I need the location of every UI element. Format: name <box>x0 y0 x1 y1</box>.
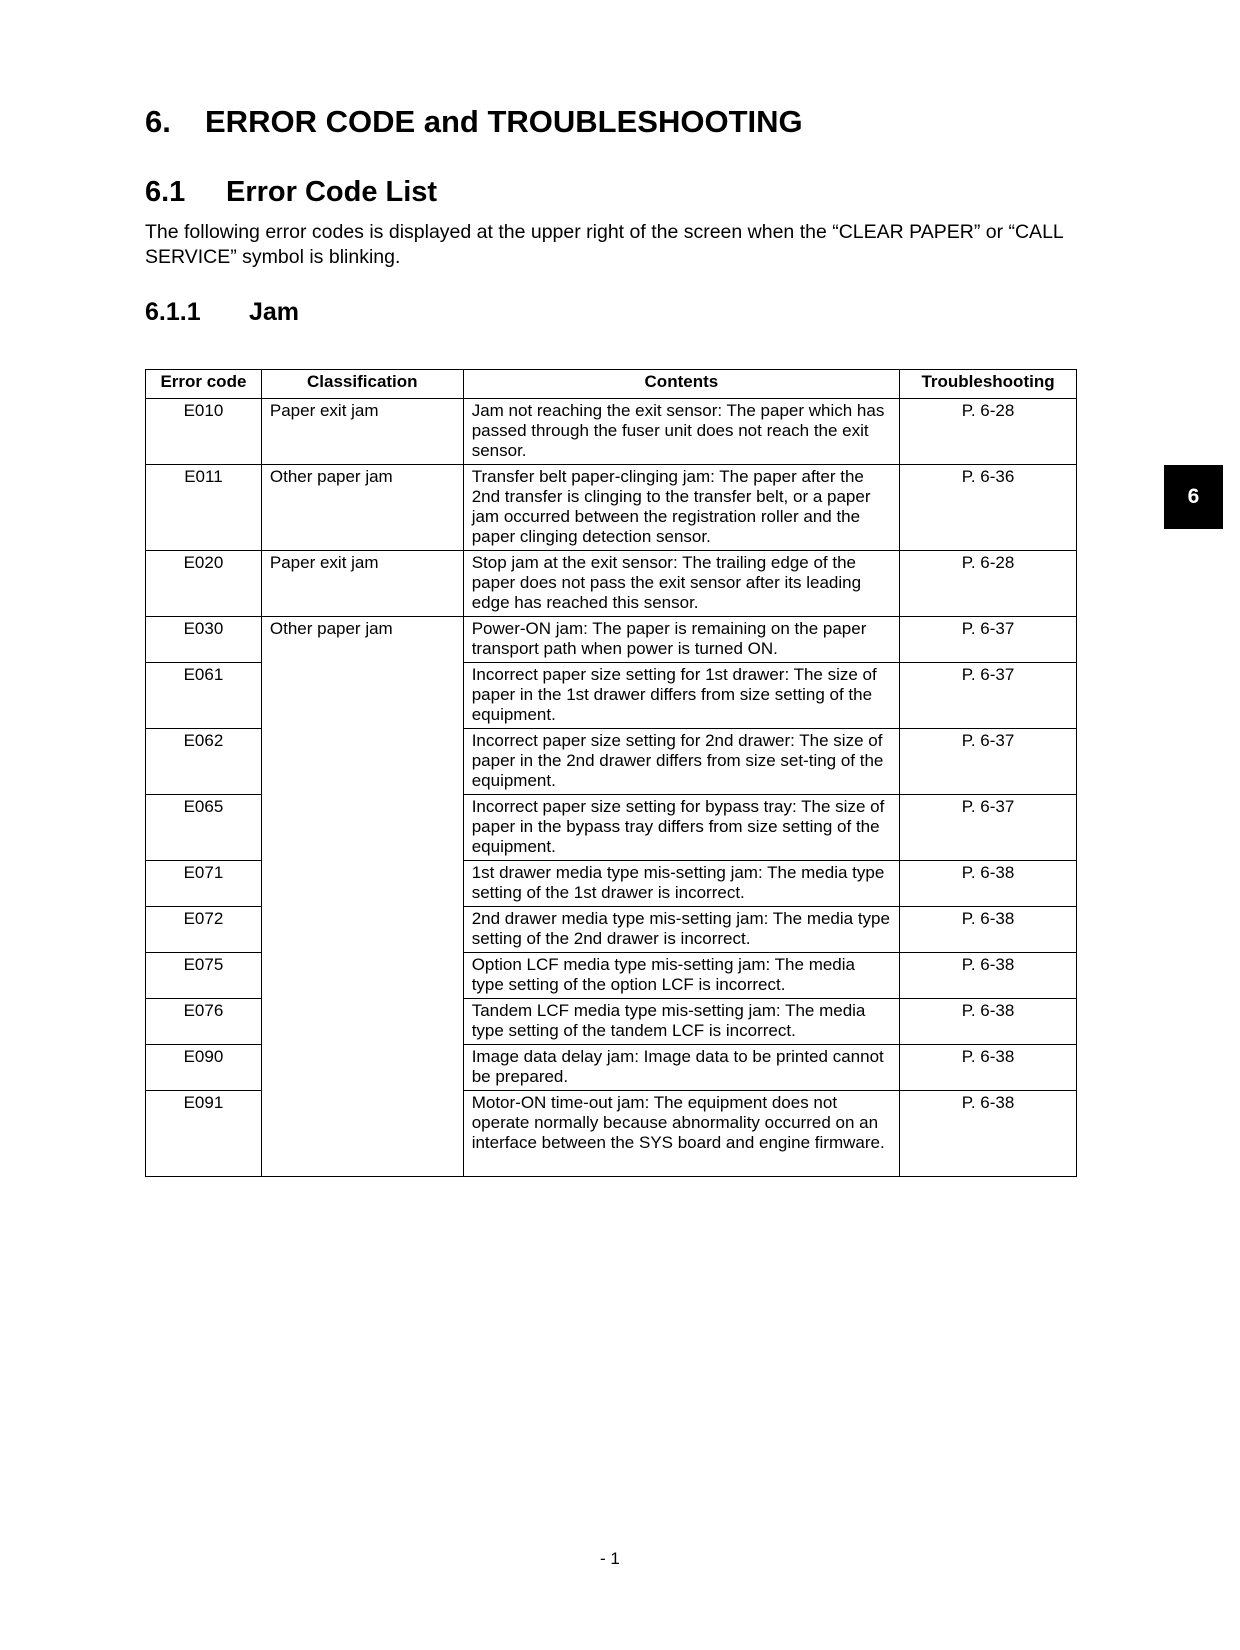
classification-cell: Other paper jam <box>261 617 463 663</box>
intro-paragraph: The following error codes is displayed at the upper right of the screen when the “CLEAR PAPER” or “CALL SERVICE” symbol is blinking. <box>145 221 1064 268</box>
table-row <box>146 907 1077 953</box>
contents-cell: Transfer belt paper-clinging jam: The paper after the 2nd transfer is clinging to the transfer belt, or a paper jam occurred between the registration roller and the paper clinging detection sensor. <box>463 465 899 551</box>
troubleshooting-cell: P. 6-38 <box>900 953 1077 999</box>
table-row <box>146 999 1077 1045</box>
classification-cell: Other paper jam <box>261 465 463 551</box>
table-row <box>146 953 1077 999</box>
contents-cell: Motor-ON time-out jam: The equipment does not operate normally because abnormality occurred on an interface between the SYS board and engine firmware. <box>463 1091 899 1177</box>
troubleshooting-cell: P. 6-38 <box>900 861 1077 907</box>
classification-cell <box>261 861 463 907</box>
error-code-cell: E011 <box>146 465 262 551</box>
error-code-cell: E020 <box>146 551 262 617</box>
troubleshooting-cell: P. 6-38 <box>900 1091 1077 1177</box>
troubleshooting-cell: P. 6-38 <box>900 999 1077 1045</box>
error-code-table <box>145 369 1077 1177</box>
error-code-cell: E030 <box>146 617 262 663</box>
subsection-title: Jam <box>249 298 300 326</box>
error-code-cell: E061 <box>146 663 262 729</box>
troubleshooting-cell: P. 6-38 <box>900 907 1077 953</box>
contents-cell: Tandem LCF media type mis-setting jam: The media type setting of the tandem LCF is incorrect. <box>463 999 899 1045</box>
troubleshooting-cell: P. 6-36 <box>900 465 1077 551</box>
classification-cell <box>261 1045 463 1091</box>
error-code-cell: E090 <box>146 1045 262 1091</box>
classification-cell <box>261 795 463 861</box>
table-row <box>146 617 1077 663</box>
error-code-cell: E010 <box>146 399 262 465</box>
classification-cell: Paper exit jam <box>261 551 463 617</box>
section-heading <box>145 176 437 209</box>
contents-cell: Power-ON jam: The paper is remaining on the paper transport path when power is turned ON. <box>463 617 899 663</box>
error-code-cell: E071 <box>146 861 262 907</box>
classification-cell <box>261 1091 463 1177</box>
table-row <box>146 1091 1077 1177</box>
header-contents: Contents <box>463 370 899 399</box>
troubleshooting-cell: P. 6-28 <box>900 551 1077 617</box>
classification-cell <box>261 907 463 953</box>
chapter-heading <box>145 104 803 140</box>
error-code-cell: E076 <box>146 999 262 1045</box>
classification-cell: Paper exit jam <box>261 399 463 465</box>
classification-cell <box>261 729 463 795</box>
chapter-title: ERROR CODE and TROUBLESHOOTING <box>205 104 803 139</box>
troubleshooting-cell: P. 6-37 <box>900 729 1077 795</box>
chapter-side-tab: 6 <box>1164 465 1223 529</box>
classification-cell <box>261 663 463 729</box>
table-row <box>146 729 1077 795</box>
error-code-cell: E072 <box>146 907 262 953</box>
table-row <box>146 399 1077 465</box>
header-error-code: Error code <box>146 370 262 399</box>
error-code-cell: E065 <box>146 795 262 861</box>
classification-cell <box>261 999 463 1045</box>
troubleshooting-cell: P. 6-38 <box>900 1045 1077 1091</box>
error-code-cell: E091 <box>146 1091 262 1177</box>
header-troubleshooting: Troubleshooting <box>900 370 1077 399</box>
section-title: Error Code List <box>226 176 438 208</box>
contents-cell: 1st drawer media type mis-setting jam: The media type setting of the 1st drawer is incorrect. <box>463 861 899 907</box>
section-number: 6.1 <box>145 176 186 208</box>
table-row <box>146 861 1077 907</box>
contents-cell: Incorrect paper size setting for 2nd drawer: The size of paper in the 2nd drawer differs from size set-ting of the equipment. <box>463 729 899 795</box>
contents-cell: Jam not reaching the exit sensor: The paper which has passed through the fuser unit does not reach the exit sensor. <box>463 399 899 465</box>
contents-cell: Incorrect paper size setting for bypass tray: The size of paper in the bypass tray differs from size setting of the equipment. <box>463 795 899 861</box>
classification-cell <box>261 953 463 999</box>
table-row <box>146 551 1077 617</box>
error-code-cell: E062 <box>146 729 262 795</box>
troubleshooting-cell: P. 6-28 <box>900 399 1077 465</box>
contents-cell: Stop jam at the exit sensor: The trailing edge of the paper does not pass the exit sensor after its leading edge has reached this sensor. <box>463 551 899 617</box>
subsection-heading <box>145 298 299 327</box>
header-classification: Classification <box>261 370 463 399</box>
contents-cell: Image data delay jam: Image data to be printed cannot be prepared. <box>463 1045 899 1091</box>
contents-cell: Incorrect paper size setting for 1st drawer: The size of paper in the 1st drawer differs from size setting of the equipment. <box>463 663 899 729</box>
contents-cell: Option LCF media type mis-setting jam: The media type setting of the option LCF is incorrect. <box>463 953 899 999</box>
table-row <box>146 1045 1077 1091</box>
page-number: - 1 <box>600 1549 620 1568</box>
troubleshooting-cell: P. 6-37 <box>900 663 1077 729</box>
contents-cell: 2nd drawer media type mis-setting jam: The media type setting of the 2nd drawer is incorrect. <box>463 907 899 953</box>
table-row <box>146 663 1077 729</box>
troubleshooting-cell: P. 6-37 <box>900 795 1077 861</box>
table-row <box>146 795 1077 861</box>
table-header-row <box>146 370 1077 399</box>
error-code-cell: E075 <box>146 953 262 999</box>
table-row <box>146 465 1077 551</box>
chapter-number: 6. <box>145 104 171 139</box>
subsection-number: 6.1.1 <box>145 298 201 326</box>
troubleshooting-cell: P. 6-37 <box>900 617 1077 663</box>
